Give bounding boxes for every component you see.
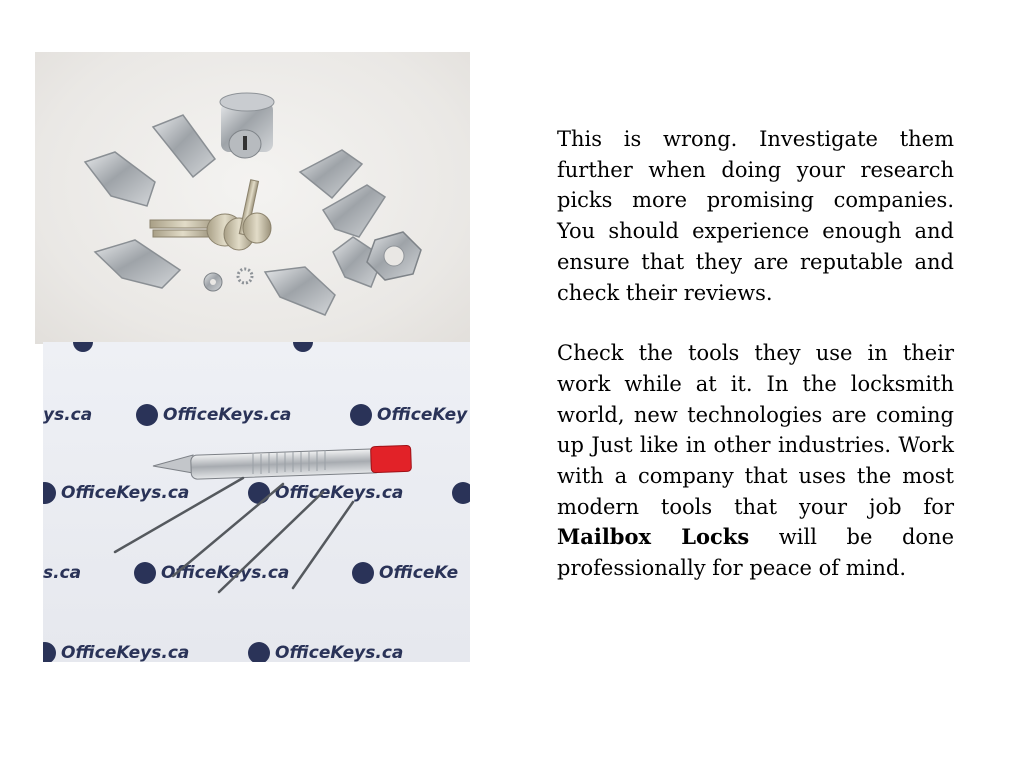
watermark-text: OfficeKeys.ca <box>61 483 190 503</box>
paragraph-2-text-end: will be done professionally for peace of mind. <box>557 525 955 581</box>
article-text <box>557 124 954 584</box>
paragraph-1: This is wrong. Investigate them further when doing your research picks more promising companies. You should experience enough and ensure that they are reputable and check their reviews. <box>557 127 954 305</box>
paragraph-2 <box>557 338 954 584</box>
watermark-text: OfficeKe <box>379 563 459 583</box>
watermark-text: OfficeKeys.ca <box>163 405 292 425</box>
watermark-text: ys.ca <box>43 405 93 425</box>
cam-lock-illustration <box>35 52 470 344</box>
watermark-text: OfficeKeys.ca <box>275 643 404 662</box>
watermark-text: s.ca <box>43 563 82 583</box>
watermark-text: OfficeKey <box>377 405 468 425</box>
mailbox-locks-keyword: Mailbox Locks <box>557 524 750 550</box>
watermark-text: OfficeKeys.ca <box>275 483 404 503</box>
cam-lock-photo <box>35 52 470 344</box>
pick-tool-photo <box>43 342 470 662</box>
watermark-text: OfficeKeys.ca <box>61 643 190 662</box>
watermark-text: OfficeKeys.ca <box>161 563 290 583</box>
washers <box>204 269 252 291</box>
keys <box>150 180 271 250</box>
paragraph-2-text: Check the tools they use in their work while at it. In the locksmith world, new technologies are coming up Just like in other industries. Work with a company that uses the most modern tools that your job for <box>557 341 954 519</box>
pin-vise-handle <box>153 445 411 479</box>
pick-tool-illustration <box>43 342 470 662</box>
watermark-pattern <box>43 342 470 662</box>
lock-cylinder <box>220 93 274 158</box>
